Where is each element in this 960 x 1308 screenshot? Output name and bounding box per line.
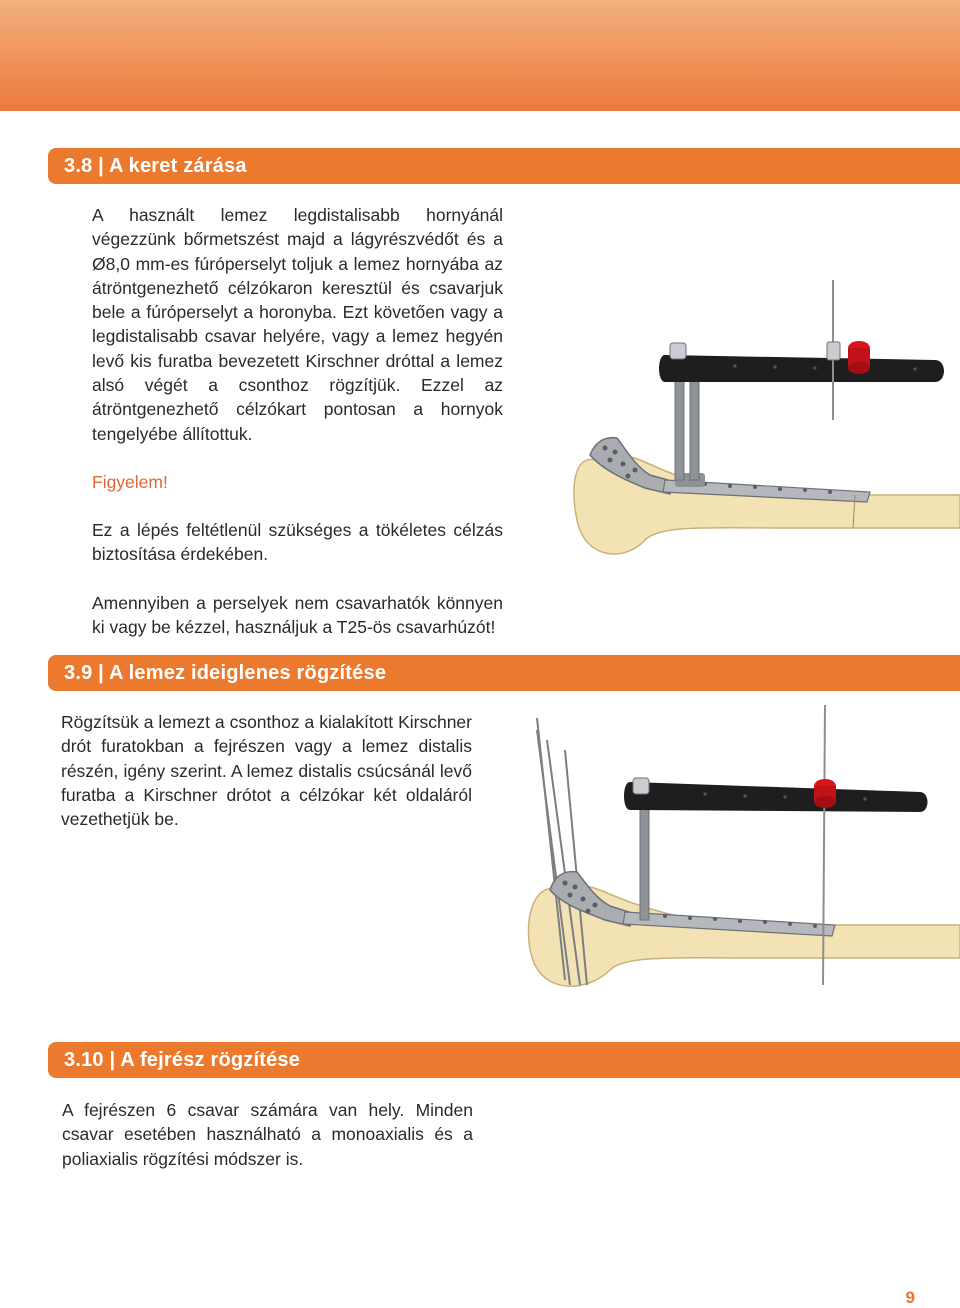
section-3-9-body: Rögzítsük a lemezt a csonthoz a kialakított Kirschner drót furatokban a fejrészen vagy a lemez distalis részén, igény szerint. A lemez distalis csúcsánál levő furatba a Kirschner drótot a célzókar két oldaláról vezethetjük be. — [61, 712, 472, 830]
section-3-10-body: A fejrészen 6 csavar számára van hely. Minden csavar esetében használható a monoaxialis és a poliaxialis rögzítési módszer is. — [62, 1100, 473, 1169]
section-3-8-body: A használt lemez legdistalisabb hornyánál végezzünk bőrmetszést majd a lágyrészvédőt és a Ø8,0 mm-es fúróperselyt toljuk a lemez hornyába az átröntgenezhető célzókaron keresztül és csavarjuk bele a fúróperselyt a horonyba. Ezt követően vagy a legdistalisabb csavar helyére, vagy a lemez hegyén levő kis furatba bevezetett Kirschner dróttal a lemez alsó végét a csonthoz rögzítjük. Ezzel az átröntgenezhető célzókart pontosan a hornyok tengelyébe állítottuk. — [92, 205, 503, 444]
warning-label: Figyelem! — [92, 472, 168, 492]
page-number: 9 — [905, 1288, 915, 1307]
frame-post-2 — [690, 370, 699, 480]
frame-post — [675, 370, 684, 480]
screw-knob-2 — [633, 778, 649, 794]
section-heading-3-10: 3.10 | A fejrész rögzítése — [48, 1042, 960, 1078]
frame-post-3 — [640, 795, 649, 920]
illustration-temporary-fixation — [525, 700, 960, 1010]
section-heading-3-9: 3.9 | A lemez ideiglenes rögzítése — [48, 655, 960, 691]
note-screwdriver: Amennyiben a perselyek nem csavarhatók könnyen ki vagy be kézzel, használjuk a T25-ös csavarhúzót! — [92, 593, 503, 638]
header-band — [0, 0, 960, 111]
screw-knob — [670, 343, 686, 359]
aiming-arm — [659, 355, 944, 382]
aiming-arm-2 — [624, 782, 928, 812]
note-targeting: Ez a lépés feltétlenül szükséges a tökéletes célzás biztosítása érdekében. — [92, 520, 503, 565]
section-heading-3-8: 3.8 | A keret zárása — [48, 148, 960, 184]
illustration-frame-closure — [565, 270, 960, 570]
sleeve-nut — [827, 342, 840, 360]
